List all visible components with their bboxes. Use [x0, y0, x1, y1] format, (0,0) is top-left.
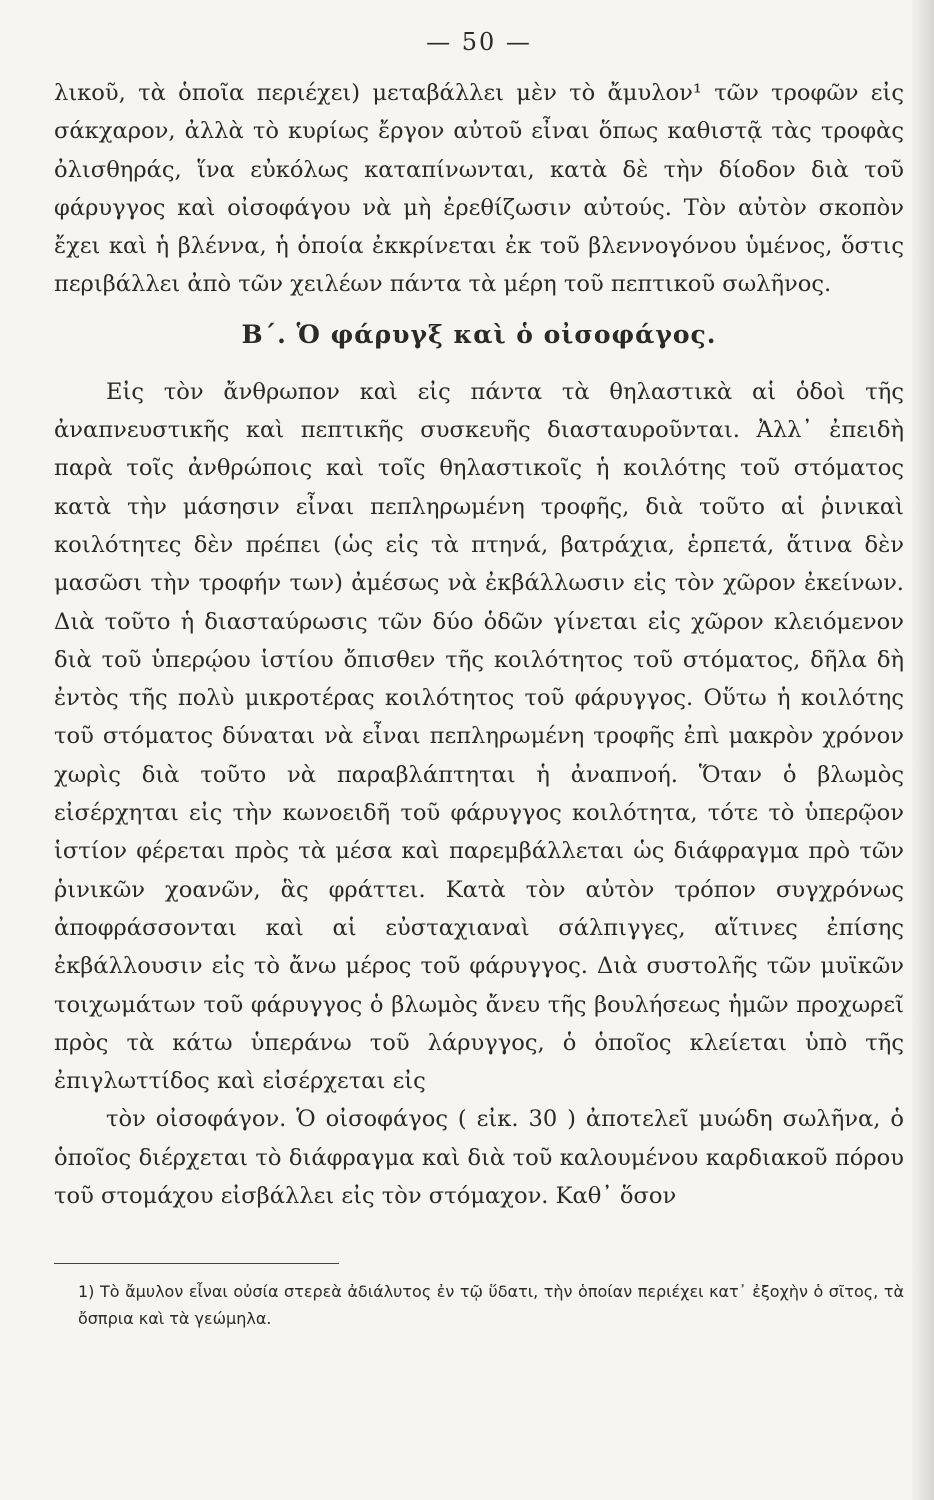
footnote-divider	[54, 1263, 339, 1264]
paragraph-pharynx: Εἰς τὸν ἄνθρωπον καὶ εἰς πάντα τὰ θηλαστικὰ αἱ ὁδοὶ τῆς ἀναπνευστικῆς καὶ πεπτικῆς συσκευῆς διασταυροῦνται. Ἀλλ᾿ ἐπειδὴ παρὰ τοῖς ἀνθρώποις καὶ τοῖς θηλαστικοῖς ἡ κοιλότης τοῦ στόματος κατὰ τὴν μάσησιν εἶναι πεπληρωμένη τροφῆς, διὰ τοῦτο αἱ ῥινικαὶ κοιλότητες δὲν πρέπει (ὡς εἰς τὰ πτηνά, βατράχια, ἑρπετά, ἅτινα δὲν μασῶσι τὴν τροφήν των) ἀμέσως νὰ ἐκβάλλωσιν εἰς τὸν χῶρον ἐκείνων. Διὰ τοῦτο ἡ διασταύρωσις τῶν δύο ὁδῶν γίνεται εἰς χῶρον κλειόμενον διὰ τοῦ ὑπερῴου ἱστίου ὄπισθεν τῆς κοιλότητος τοῦ στόματος, δῆλα δὴ ἐντὸς τῆς πολὺ μικροτέρας κοιλότητος τοῦ φάρυγγος. Οὕτω ἡ κοιλότης τοῦ στόματος δύναται νὰ εἶναι πεπληρωμένη τροφῆς ἐπὶ μακρὸν χρόνον χωρὶς διὰ τοῦτο νὰ παραβλάπτηται ἡ ἀναπνοή. Ὅταν ὁ βλωμὸς εἰσέρχηται εἰς τὴν κωνοειδῆ τοῦ φάρυγγος κοιλότητα, τότε τὸ ὑπερῷον ἱστίον φέρεται πρὸς τὰ μέσα καὶ παρεμβάλλεται ὡς διάφραγμα πρὸ τῶν ῥινικῶν χοανῶν, ἃς φράττει. Κατὰ τὸν αὐτὸν τρόπον συγχρόνως ἀποφράσσονται καὶ αἱ εὐσταχιαναὶ σάλπιγγες, αἵτινες ἐπίσης ἐκβάλλουσιν εἰς τὸ ἄνω μέρος τοῦ φάρυγγος. Διὰ συστολῆς τῶν μυϊκῶν τοιχωμάτων τοῦ φάρυγγος ὁ βλωμὸς ἄνευ τῆς βουλήσεως ἡμῶν προχωρεῖ πρὸς τὰ κάτω ὑπεράνω τοῦ λάρυγγος, ὁ ὁποῖος κλείεται ὑπὸ τῆς ἐπιγλωττίδος καὶ εἰσέρχεται εἰς	[54, 378, 904, 1095]
footnote: 1) Τὸ ἄμυλον εἶναι οὐσία στερεὰ ἀδιάλυτος ἐν τῷ ὕδατι, τὴν ὁποίαν περιέχει κατ᾿ ἐξοχὴν ὁ σῖτος, τὰ ὄσπρια καὶ τὰ γεώμηλα.	[78, 1282, 904, 1329]
page-number: — 50 —	[426, 28, 532, 56]
paragraph-saliva: λικοῦ, τὰ ὁποῖα περιέχει) μεταβάλλει μὲν τὸ ἄμυλον¹ τῶν τροφῶν εἰς σάκχαρον, ἀλλὰ τὸ κυρίως ἔργον αὐτοῦ εἶναι ὅπως καθιστᾷ τὰς τροφὰς ὀλισθηράς, ἵνα εὐκόλως καταπίνωνται, κατὰ δὲ τὴν δίοδον διὰ τοῦ φάρυγγος καὶ οἰσοφάγου νὰ μὴ ἐρεθίζωσιν αὐτούς. Τὸν αὐτὸν σκοπὸν ἔχει καὶ ἡ βλέννα, ἡ ὁποία ἐκκρίνεται ἐκ τοῦ βλεννογόνου ὑμένος, ὅστις περιβάλλει ἀπὸ τῶν χειλέων πάντα τὰ μέρη τοῦ πεπτικοῦ σωλῆνος.	[54, 80, 904, 298]
paragraph-esophagus: τὸν οἰσοφάγον. Ὁ οἰσοφάγος ( εἰκ. 30 ) ἀποτελεῖ μυώδη σωλῆνα, ὁ ὁποῖος διέρχεται τὸ διάφραγμα καὶ διὰ τοῦ καλουμένου καρδιακοῦ πόρου τοῦ στομάχου εἰσβάλλει εἰς τὸν στόμαχον. Καθ᾿ ὅσον	[54, 1106, 904, 1210]
book-page	[54, 22, 904, 1332]
section-heading: Β΄. Ὁ φάρυγξ καὶ ὁ οἰσοφάγος.	[241, 319, 717, 349]
page-edge-shadow	[912, 0, 934, 1500]
